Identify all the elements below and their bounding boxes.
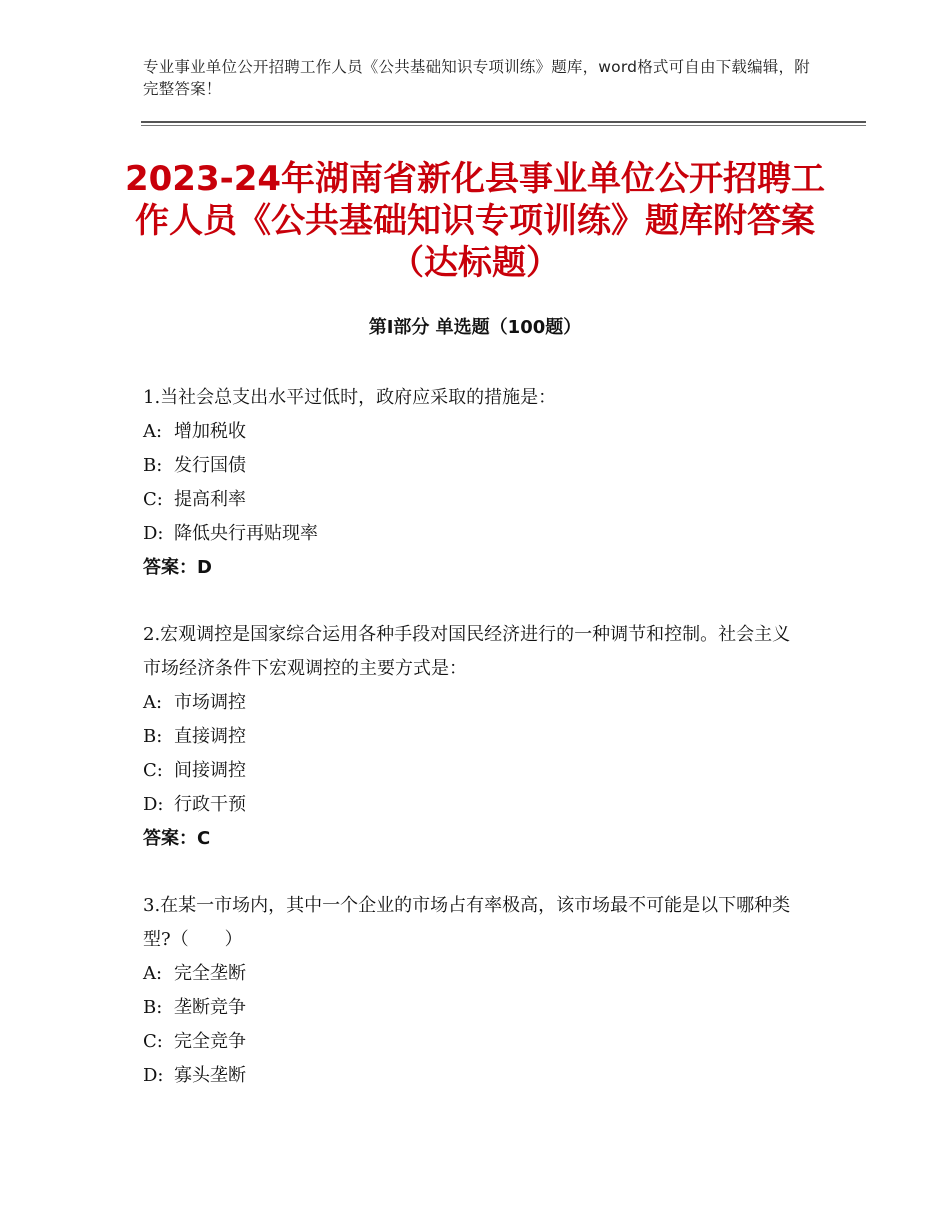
option-d: [143, 1059, 808, 1093]
option-letter: B:: [143, 997, 163, 1018]
option-text: 寡头垄断: [174, 1065, 246, 1086]
option-letter: D:: [143, 794, 164, 815]
option-a: [143, 957, 808, 991]
header-divider: [141, 121, 866, 123]
option-c: [143, 1025, 808, 1059]
question-2: [143, 618, 808, 856]
option-a: [143, 686, 808, 720]
header-divider-thin: [141, 125, 866, 126]
option-letter: D:: [143, 523, 164, 544]
question-3: [143, 889, 808, 1093]
option-text: 间接调控: [174, 760, 246, 781]
option-c: [143, 754, 808, 788]
section-heading: 第Ⅰ部分 单选题（100题）: [368, 317, 582, 338]
option-letter: C:: [143, 489, 163, 510]
option-letter: D:: [143, 1065, 164, 1086]
option-text: 完全垄断: [174, 963, 246, 984]
option-letter: A:: [143, 421, 163, 442]
question-list: [143, 381, 808, 1126]
option-letter: C:: [143, 1031, 163, 1052]
option-letter: A:: [143, 963, 163, 984]
option-c: [143, 483, 808, 517]
option-letter: A:: [143, 692, 163, 713]
option-text: 降低央行再贴现率: [174, 523, 318, 544]
option-b: [143, 449, 808, 483]
option-a: [143, 415, 808, 449]
option-d: [143, 517, 808, 551]
option-text: 市场调控: [174, 692, 246, 713]
option-letter: C:: [143, 760, 163, 781]
header-note: 专业事业单位公开招聘工作人员《公共基础知识专项训练》题库，word格式可自由下载编辑，附完整答案！: [143, 58, 810, 98]
option-letter: B:: [143, 455, 163, 476]
option-text: 完全竞争: [174, 1031, 246, 1052]
option-text: 增加税收: [174, 421, 246, 442]
option-text: 发行国债: [174, 455, 246, 476]
answer-line: 答案：D: [143, 557, 212, 578]
option-text: 直接调控: [174, 726, 246, 747]
option-d: [143, 788, 808, 822]
document-title: 2023-24年湖南省新化县事业单位公开招聘工作人员《公共基础知识专项训练》题库附答案（达标题）: [124, 159, 826, 283]
option-text: 垄断竞争: [174, 997, 246, 1018]
option-text: 行政干预: [174, 794, 246, 815]
answer-line: 答案：C: [143, 828, 211, 849]
question-1: [143, 381, 808, 585]
question-stem: 3.在某一市场内，其中一个企业的市场占有率极高，该市场最不可能是以下哪种类型?（ ）: [143, 895, 791, 950]
question-stem: 1.当社会总支出水平过低时，政府应采取的措施是：: [143, 387, 557, 408]
question-stem: 2.宏观调控是国家综合运用各种手段对国民经济进行的一种调节和控制。社会主义市场经济条件下宏观调控的主要方式是：: [143, 624, 791, 679]
option-b: [143, 720, 808, 754]
option-text: 提高利率: [174, 489, 246, 510]
option-letter: B:: [143, 726, 163, 747]
option-b: [143, 991, 808, 1025]
